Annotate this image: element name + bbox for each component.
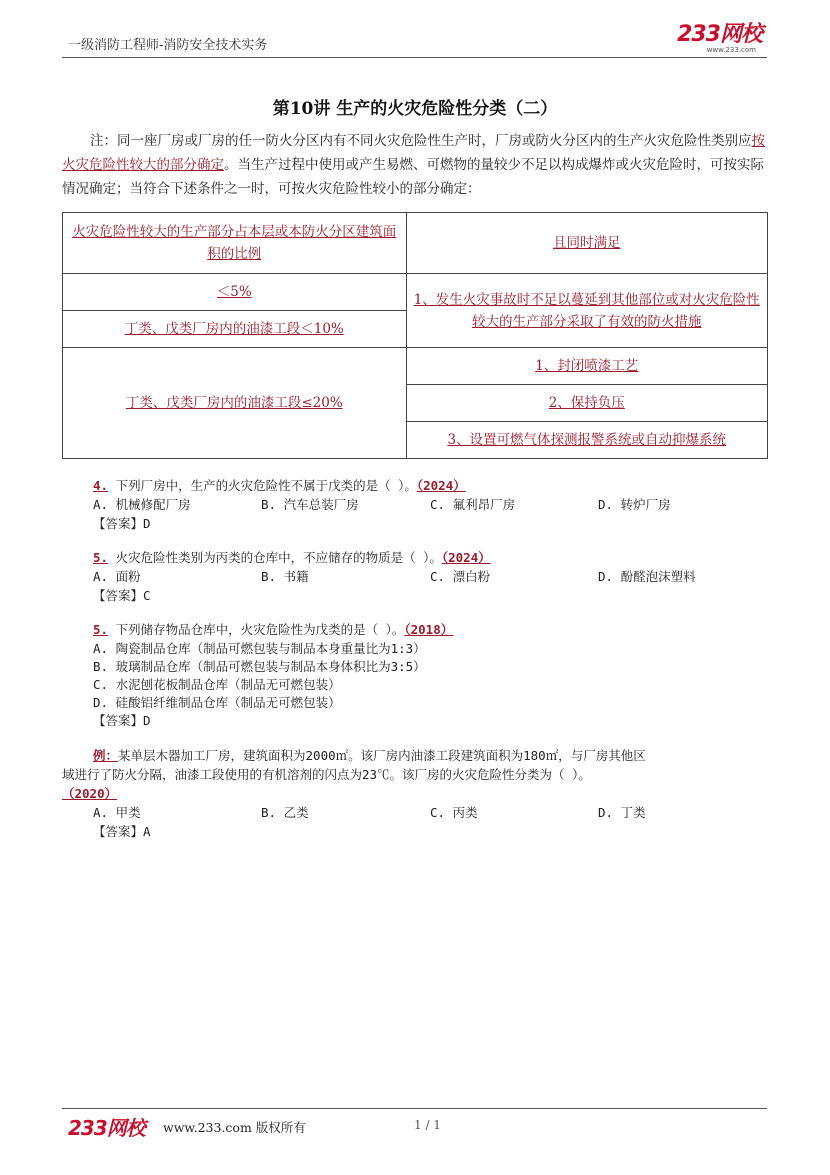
question-1-option-c: C. 氟利昂厂房 (430, 497, 516, 512)
intro-text-2: 。当生产过程中使用或产生易燃、可燃物的量较少不足以构成爆炸或火灾危险时，可按实际情况确定；当符合下述条件之一时，可按火灾危险性较小的部分确定： (62, 157, 764, 197)
section-title: 第10讲 生产的火灾危险性分类（二） (272, 99, 558, 119)
question-2-answer: 【答案】C (93, 588, 151, 603)
logo-url: www.233.com (706, 46, 756, 54)
example-stem-line-1: 例：某单层木器加工厂房，建筑面积为2000㎡。该厂房内油漆工段建筑面积为180㎡，与厂房其他区 (93, 748, 646, 763)
question-1-answer: 【答案】D (93, 516, 151, 531)
question-2-stem: 5. 火灾危险性类别为丙类的仓库中，不应储存的物质是（ ）。（2024） (93, 550, 491, 565)
intro-paragraph (62, 129, 767, 201)
table-cell-ratio-5: ＜5% (63, 274, 407, 311)
table-cell-condition-1: 1、发生火灾事故时不足以蔓延到其他部位或对火灾危险性较大的生产部分采取了有效的防火措施 (406, 274, 767, 348)
question-3-option-b: B. 玻璃制品仓库（制品可燃包装与制品本身体积比为3:5） (93, 659, 426, 674)
brand-logo (677, 24, 762, 54)
header-title: 一级消防工程师-消防安全技术实务 (68, 38, 268, 53)
header-divider (62, 57, 767, 58)
footer-copyright: www.233.com 版权所有 (163, 1120, 306, 1135)
page-number: 1 / 1 (414, 1118, 441, 1132)
table-header-right: 且同时满足 (406, 213, 767, 274)
example-option-c: C. 丙类 (430, 805, 478, 820)
example-option-d: D. 丁类 (598, 805, 646, 820)
question-3-option-a: A. 陶瓷制品仓库（制品可燃包装与制品本身重量比为1:3） (93, 641, 426, 656)
question-1-stem: 4. 下列厂房中，生产的火灾危险性不属于戊类的是（ ）。（2024） (93, 478, 466, 493)
table-row (63, 348, 768, 385)
question-2-option-c: C. 漂白粉 (430, 569, 491, 584)
footer-divider (62, 1108, 767, 1109)
question-3-answer: 【答案】D (93, 713, 151, 728)
question-2-option-d: D. 酚醛泡沫塑料 (598, 569, 696, 584)
example-stem-line-2: 域进行了防火分隔，油漆工段使用的有机溶剂的闪点为23℃。该厂房的火灾危险性分类为（ ）。 (62, 767, 591, 782)
question-3-option-c: C. 水泥刨花板制品仓库（制品无可燃包装） (93, 677, 341, 692)
table-cell-paint-20: 丁类、戊类厂房内的油漆工段≤20% (63, 348, 407, 459)
question-3-stem: 5. 下列储存物品仓库中，火灾危险性为戊类的是（ ）。（2018） (93, 622, 454, 637)
intro-text-1: 注：同一座厂房或厂房的任一防火分区内有不同火灾危险性生产时，厂房或防火分区内的生产火灾危险性类别应 (90, 133, 752, 149)
footer-logo: 233网校 (68, 1116, 145, 1140)
table-cell-negative-pressure: 2、保持负压 (406, 385, 767, 422)
table-row (63, 213, 768, 274)
question-2-option-b: B. 书籍 (261, 569, 309, 584)
example-answer: 【答案】A (93, 824, 151, 839)
table-header-left: 火灾危险性较大的生产部分占本层或本防火分区建筑面积的比例 (63, 213, 407, 274)
question-2-option-a: A. 面粉 (93, 569, 141, 584)
logo-text: 233网校 (677, 22, 762, 47)
question-1-option-b: B. 汽车总装厂房 (261, 497, 359, 512)
table-cell-paint-10: 丁类、戊类厂房内的油漆工段＜10% (63, 311, 407, 348)
example-year: （2020） (62, 786, 118, 801)
intro-highlight: 按火灾危险性较大的部分确定 (62, 133, 765, 173)
criteria-table (62, 212, 768, 459)
table-cell-gas-detection: 3、设置可燃气体探测报警系统或自动抑爆系统 (406, 422, 767, 459)
table-row (63, 274, 768, 311)
example-option-b: B. 乙类 (261, 805, 309, 820)
question-1-option-a: A. 机械修配厂房 (93, 497, 191, 512)
table-cell-sealed-spray: 1、封闭喷漆工艺 (406, 348, 767, 385)
question-1-option-d: D. 转炉厂房 (598, 497, 671, 512)
question-3-option-d: D. 硅酸铝纤维制品仓库（制品无可燃包装） (93, 695, 341, 710)
example-option-a: A. 甲类 (93, 805, 141, 820)
